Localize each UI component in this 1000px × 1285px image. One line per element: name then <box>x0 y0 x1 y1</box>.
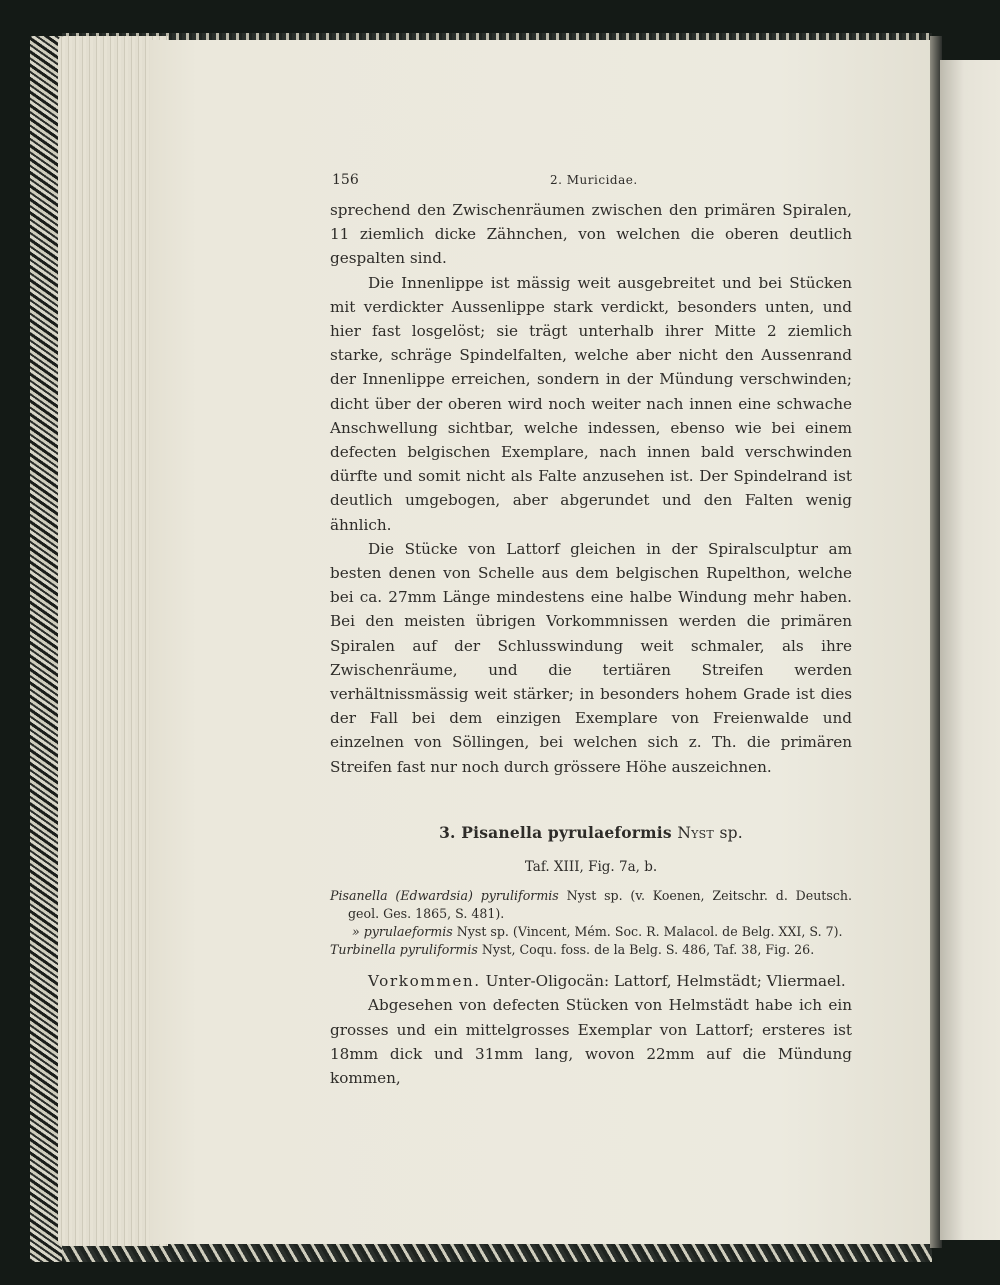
synonym-reference: Nyst sp. (v. Koenen, Zeitschr. d. Deutsch. geol. Ges. 1865, S. 481). <box>348 888 852 922</box>
synonym-name: Turbinella pyruliformis <box>330 942 478 958</box>
synonym-entry <box>330 887 852 923</box>
paragraph-1: sprechend den Zwischenräumen zwischen den primären Spiralen, 11 ziemlich dicke Zähnchen, von welchen die oberen deutlich gespalten sind. <box>330 201 852 268</box>
species-name: Pisanella pyrulaeformis <box>461 822 672 842</box>
species-author: Nyst <box>677 823 714 842</box>
synonym-entry <box>330 941 852 959</box>
synonym-name: Pisanella (Edwardsia) pyruliformis <box>330 888 559 904</box>
page-content <box>330 168 852 1090</box>
species-heading <box>330 821 852 845</box>
synonym-name: » pyrulaeformis <box>352 924 453 940</box>
facing-page-edge <box>940 60 1000 1240</box>
occurrence-text: Unter-Oligocän: Lattorf, Helmstädt; Vliermael. <box>485 972 846 991</box>
final-paragraph: Abgesehen von defecten Stücken von Helmstädt habe ich ein grosses und ein mittelgrosses Exemplar von Lattorf; ersteres ist 18mm dick und 31mm lang, wovon 22mm auf die Mündung kommen, <box>330 996 852 1088</box>
species-number: 3. <box>439 822 456 842</box>
synonym-reference: Nyst, Coqu. foss. de la Belg. S. 486, Taf. 38, Fig. 26. <box>481 942 815 958</box>
page-number: 156 <box>332 172 359 188</box>
synonymy-list <box>330 887 852 959</box>
plate-reference: Taf. XIII, Fig. 7a, b. <box>524 859 658 876</box>
occurrence <box>330 969 852 993</box>
species-suffix: sp. <box>719 823 743 842</box>
paragraph-3: Die Stücke von Lattorf gleichen in der Spiralsculptur am besten denen von Schelle aus dem belgischen Rupelthon, welche bei ca. 27mm Länge mindestens eine halbe Windung mehr haben. Bei den meisten übrigen Vorkommnissen werden die primären Spiralen auf der Schlusswindung weit schmaler, als ihre Zwischenräume, und die tertiären Streifen werden verhältnissmässig weit stärker; in besonders hohem Grade ist dies der Fall bei dem einzigen Exemplare von Freienwalde und einzelnen von Söllingen, bei welchen sich z. Th. die primären Streifen fast nur noch durch grössere Höhe auszeichnen. <box>330 539 852 776</box>
synonym-entry <box>330 923 852 941</box>
page-header <box>330 168 852 198</box>
paragraph-2: Die Innenlippe ist mässig weit ausgebreitet und bei Stücken mit verdickter Aussenlippe stark verdickt, besonders unten, und hier fast losgelöst; sie trägt unterhalb ihrer Mitte 2 ziemlich starke, schräge Spindelfalten, welche aber nicht den Aussenrand der Innenlippe erreichen, sondern in der Mündung verschwinden; dicht über der oberen wird noch weiter nach innen eine schwache Anschwellung sichtbar, welche indessen, ebenso wie bei einem defecten belgischen Exemplare, nach innen bald verschwinden dürfte und somit nicht als Falte anzusehen ist. Der Spindelrand ist deutlich umgebogen, aber abgerundet und den Falten wenig ähnlich. <box>330 273 852 534</box>
synonym-reference: Nyst sp. (Vincent, Mém. Soc. R. Malacol. de Belg. XXI, S. 7). <box>456 924 843 940</box>
running-title: 2. Muricidae. <box>550 173 638 187</box>
occurrence-label: Vorkommen. <box>368 972 481 991</box>
